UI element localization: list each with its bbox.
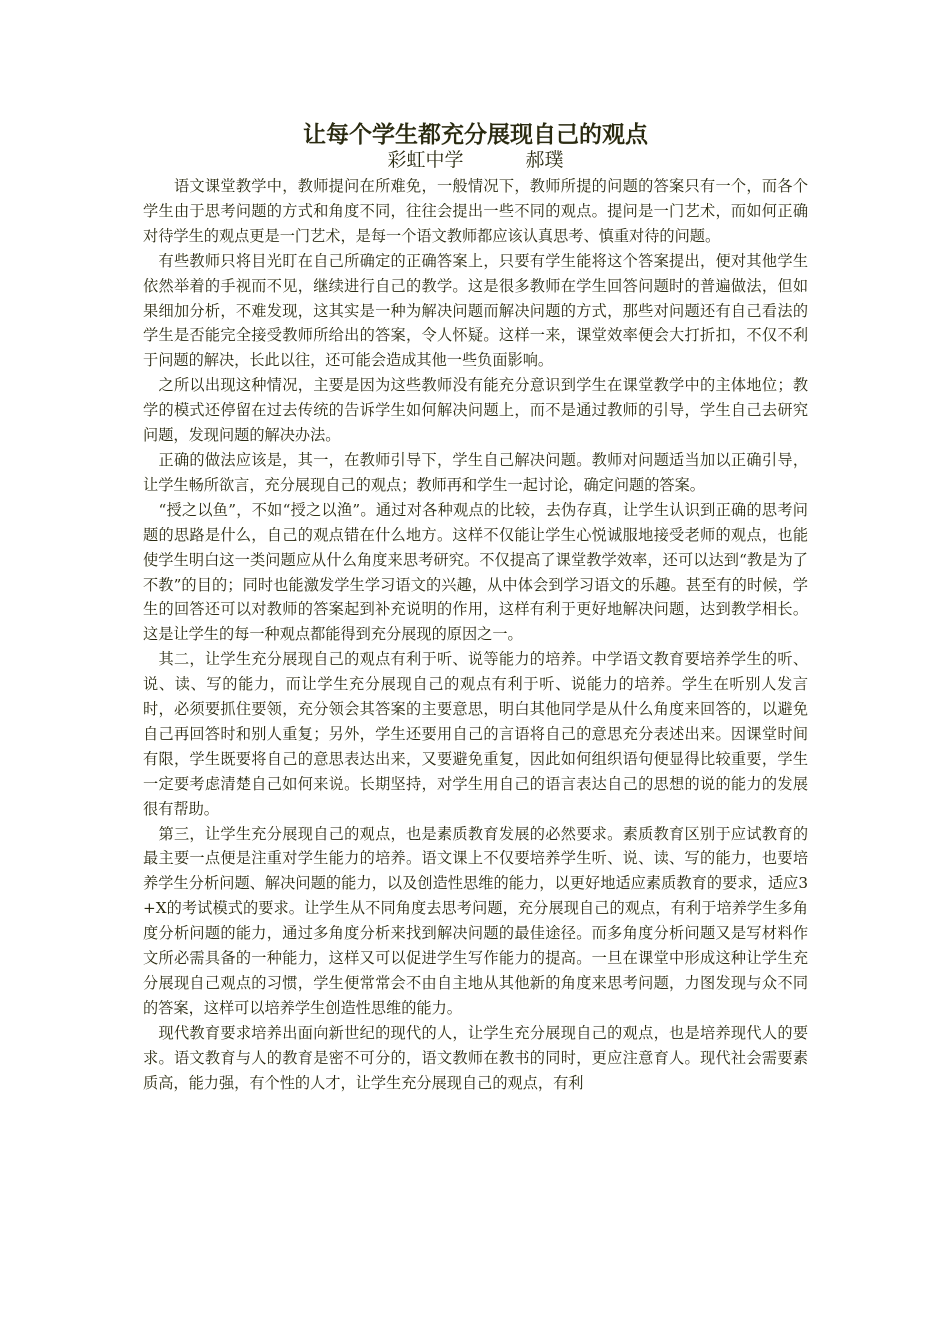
byline bbox=[143, 148, 808, 172]
paragraph-3: 之所以出现这种情况，主要是因为这些教师没有能充分意识到学生在课堂教学中的主体地位；教学的模式还停留在过去传统的告诉学生如何解决问题上，而不是通过教师的引导，学生自己去研究问题，发现问题的解决办法。 bbox=[143, 376, 808, 445]
paragraph-2: 有些教师只将目光盯在自己所确定的正确答案上，只要有学生能将这个答案提出，便对其他学生依然举着的手视而不见，继续进行自己的教学。这是很多教师在学生回答问题时的普遍做法，但如果细加分析，不难发现，这其实是一种为解决问题而解决问题的方式，那些对问题还有自己看法的学生是否能完全接受教师所给出的答案，令人怀疑。这样一来，课堂效率便会大打折扣，不仅不利于问题的解决，长此以往，还可能会造成其他一些负面影响。 bbox=[143, 251, 808, 370]
document-page bbox=[143, 118, 808, 1096]
paragraph-7: 第三，让学生充分展现自己的观点，也是素质教育发展的必然要求。素质教育区别于应试教育的最主要一点便是注重对学生能力的培养。语文课上不仅要培养学生听、说、读、写的能力，也要培养学生分析问题、解决问题的能力，以及创造性思维的能力，以更好地适应素质教育的要求，适应3+X的考试模式的要求。让学生从不同角度去思考问题，充分展现自己的观点，有利于培养学生多角度分析问题的能力，通过多角度分析来找到解决问题的最佳途径。而多角度分析问题又是写材料作文所必需具备的一种能力，这样又可以促进学生写作能力的提高。一旦在课堂中形成这种让学生充分展现自己观点的习惯，学生便常常会不由自主地从其他新的角度来思考问题，力图发现与众不同的答案，这样可以培养学生创造性思维的能力。 bbox=[143, 824, 808, 1017]
paragraph-1: 语文课堂教学中，教师提问在所难免，一般情况下，教师所提的问题的答案只有一个，而各个学生由于思考问题的方式和角度不同，往往会提出一些不同的观点。提问是一门艺术，而如何正确对待学生的观点更是一门艺术，是每一个语文教师都应该认真思考、慎重对待的问题。 bbox=[143, 177, 808, 245]
paragraph-6: 其二，让学生充分展现自己的观点有利于听、说等能力的培养。中学语文教育要培养学生的听、说、读、写的能力，而让学生充分展现自己的观点有利于听、说能力的培养。学生在听别人发言时，必须要抓住要领，充分领会其答案的主要意思，明白其他同学是从什么角度来回答的，以避免自己再回答时和别人重复；另外，学生还要用自己的言语将自己的意思充分表述出来。因课堂时间有限，学生既要将自己的意思表达出来，又要避免重复，因此如何组织语句便显得比较重要，学生一定要考虑清楚自己如何来说。长期坚持，对学生用自己的语言表达自己的思想的说的能力的发展很有帮助。 bbox=[143, 650, 808, 818]
paragraph-8: 现代教育要求培养出面向新世纪的现代的人，让学生充分展现自己的观点，也是培养现代人的要求。语文教育与人的教育是密不可分的，语文教师在教书的同时，更应注意育人。现代社会需要素质高，能力强，有个性的人才，让学生充分展现自己的观点，有利 bbox=[143, 1023, 808, 1092]
school-name: 彩虹中学 bbox=[387, 149, 464, 171]
author-name: 郝璞 bbox=[525, 149, 564, 171]
paragraph-4: 正确的做法应该是，其一，在教师引导下，学生自己解决问题。教师对问题适当加以正确引导，让学生畅所欲言，充分展现自己的观点；教师再和学生一起讨论，确定问题的答案。 bbox=[143, 450, 808, 494]
paragraph-5: “授之以鱼”，不如“授之以渔”。通过对各种观点的比较，去伪存真，让学生认识到正确的思考问题的思路是什么，自己的观点错在什么地方。这样不仅能让学生心悦诚服地接受老师的观点，也能使学生明白这一类问题应从什么角度来思考研究。不仅提高了课堂教学效率，还可以达到“教是为了不教”的目的；同时也能激发学生学习语文的兴趣，从中体会到学习语文的乐趣。甚至有的时候，学生的回答还可以对教师的答案起到补充说明的作用，这样有利于更好地解决问题，达到教学相长。这是让学生的每一种观点都能得到充分展现的原因之一。 bbox=[143, 500, 808, 644]
article-title: 让每个学生都充分展现自己的观点 bbox=[303, 122, 648, 148]
